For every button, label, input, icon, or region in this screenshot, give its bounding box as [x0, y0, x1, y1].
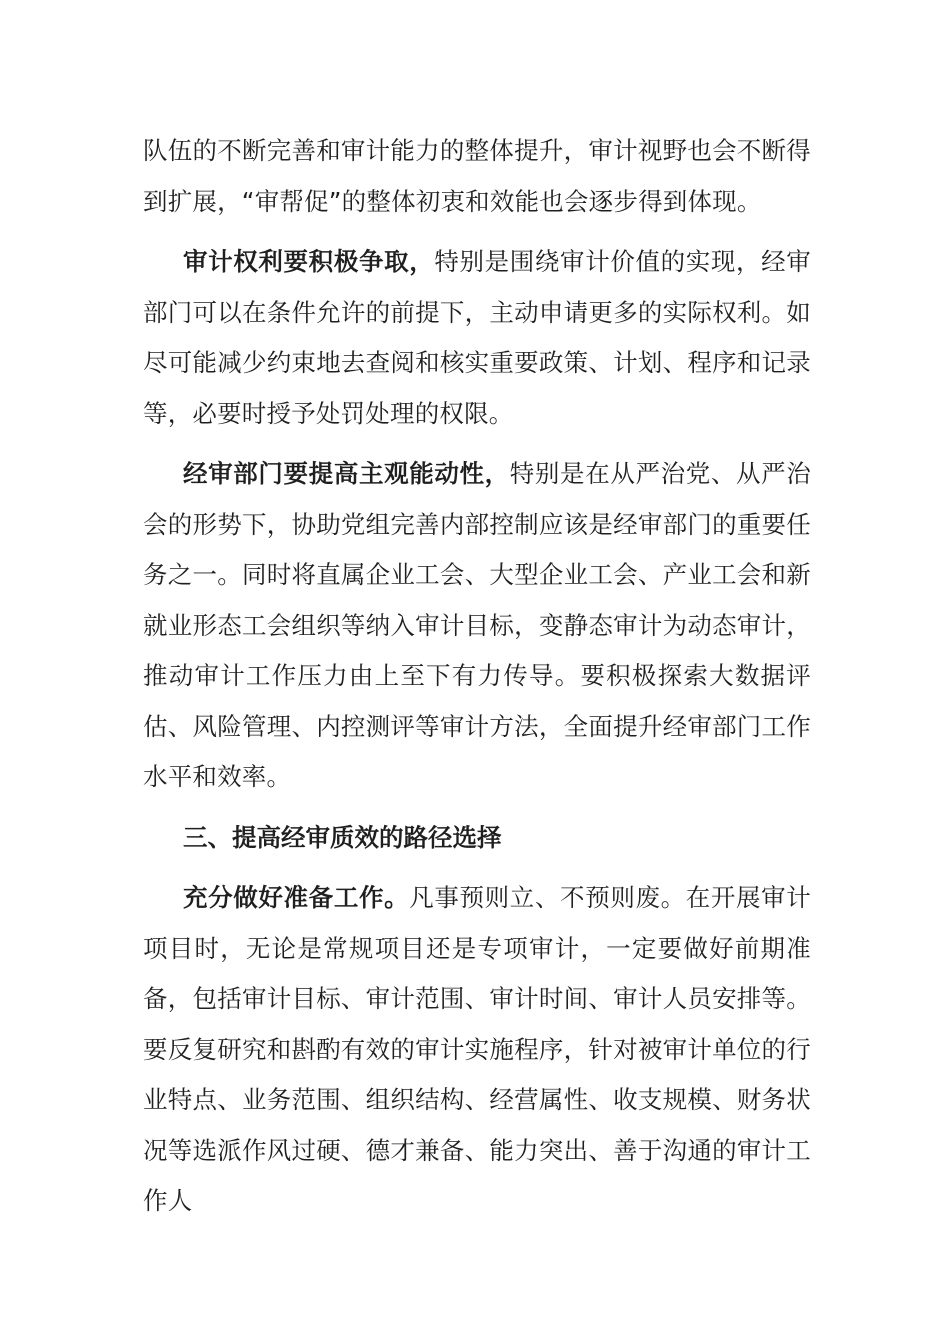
- paragraph-text: 特别是在从严治党、从严治会的形势下，协助党组完善内部控制应该是经审部门的重要任务之一。同时将直属企业工会、大型企业工会、产业工会和新就业形态工会组织等纳入审计目标，变静态审计为动态审计，推动审计工作压力由上至下有力传导。要积极探索大数据评估、风险管理、内控测评等审计方法，全面提升经审部门工作水平和效率。: [143, 459, 811, 791]
- paragraph-text: 凡事预则立、不预则废。在开展审计项目时，无论是常规项目还是专项审计，一定要做好前期准备，包括审计目标、审计范围、审计时间、审计人员安排等。要反复研究和斟酌有效的审计实施程序，针对被审计单位的行业特点、业务范围、组织结构、经营属性、收支规模、财务状况等选派作风过硬、德才兼备、能力突出、善于沟通的审计工作人: [143, 883, 811, 1215]
- paragraph-preparation: [143, 873, 811, 1227]
- paragraph-continuation: [143, 126, 811, 227]
- paragraph-lead: 审计权利要积极争取，: [183, 247, 435, 276]
- paragraph-initiative: [143, 449, 811, 803]
- document-body: [143, 126, 811, 1237]
- paragraph-lead: 经审部门要提高主观能动性，: [183, 459, 510, 488]
- paragraph-lead: 充分做好准备工作。: [183, 883, 410, 912]
- paragraph-text: 特别是围绕审计价值的实现，经审部门可以在条件允许的前提下，主动申请更多的实际权利。如尽可能减少约束地去查阅和核实重要政策、计划、程序和记录等，必要时授予处罚处理的权限。: [143, 247, 811, 428]
- section-heading: 三、提高经审质效的路径选择: [183, 822, 502, 852]
- paragraph-audit-rights: [143, 237, 811, 439]
- paragraph-text: 队伍的不断完善和审计能力的整体提升，审计视野也会不断得到扩展，“审帮促”的整体初衷和效能也会逐步得到体现。: [143, 136, 811, 216]
